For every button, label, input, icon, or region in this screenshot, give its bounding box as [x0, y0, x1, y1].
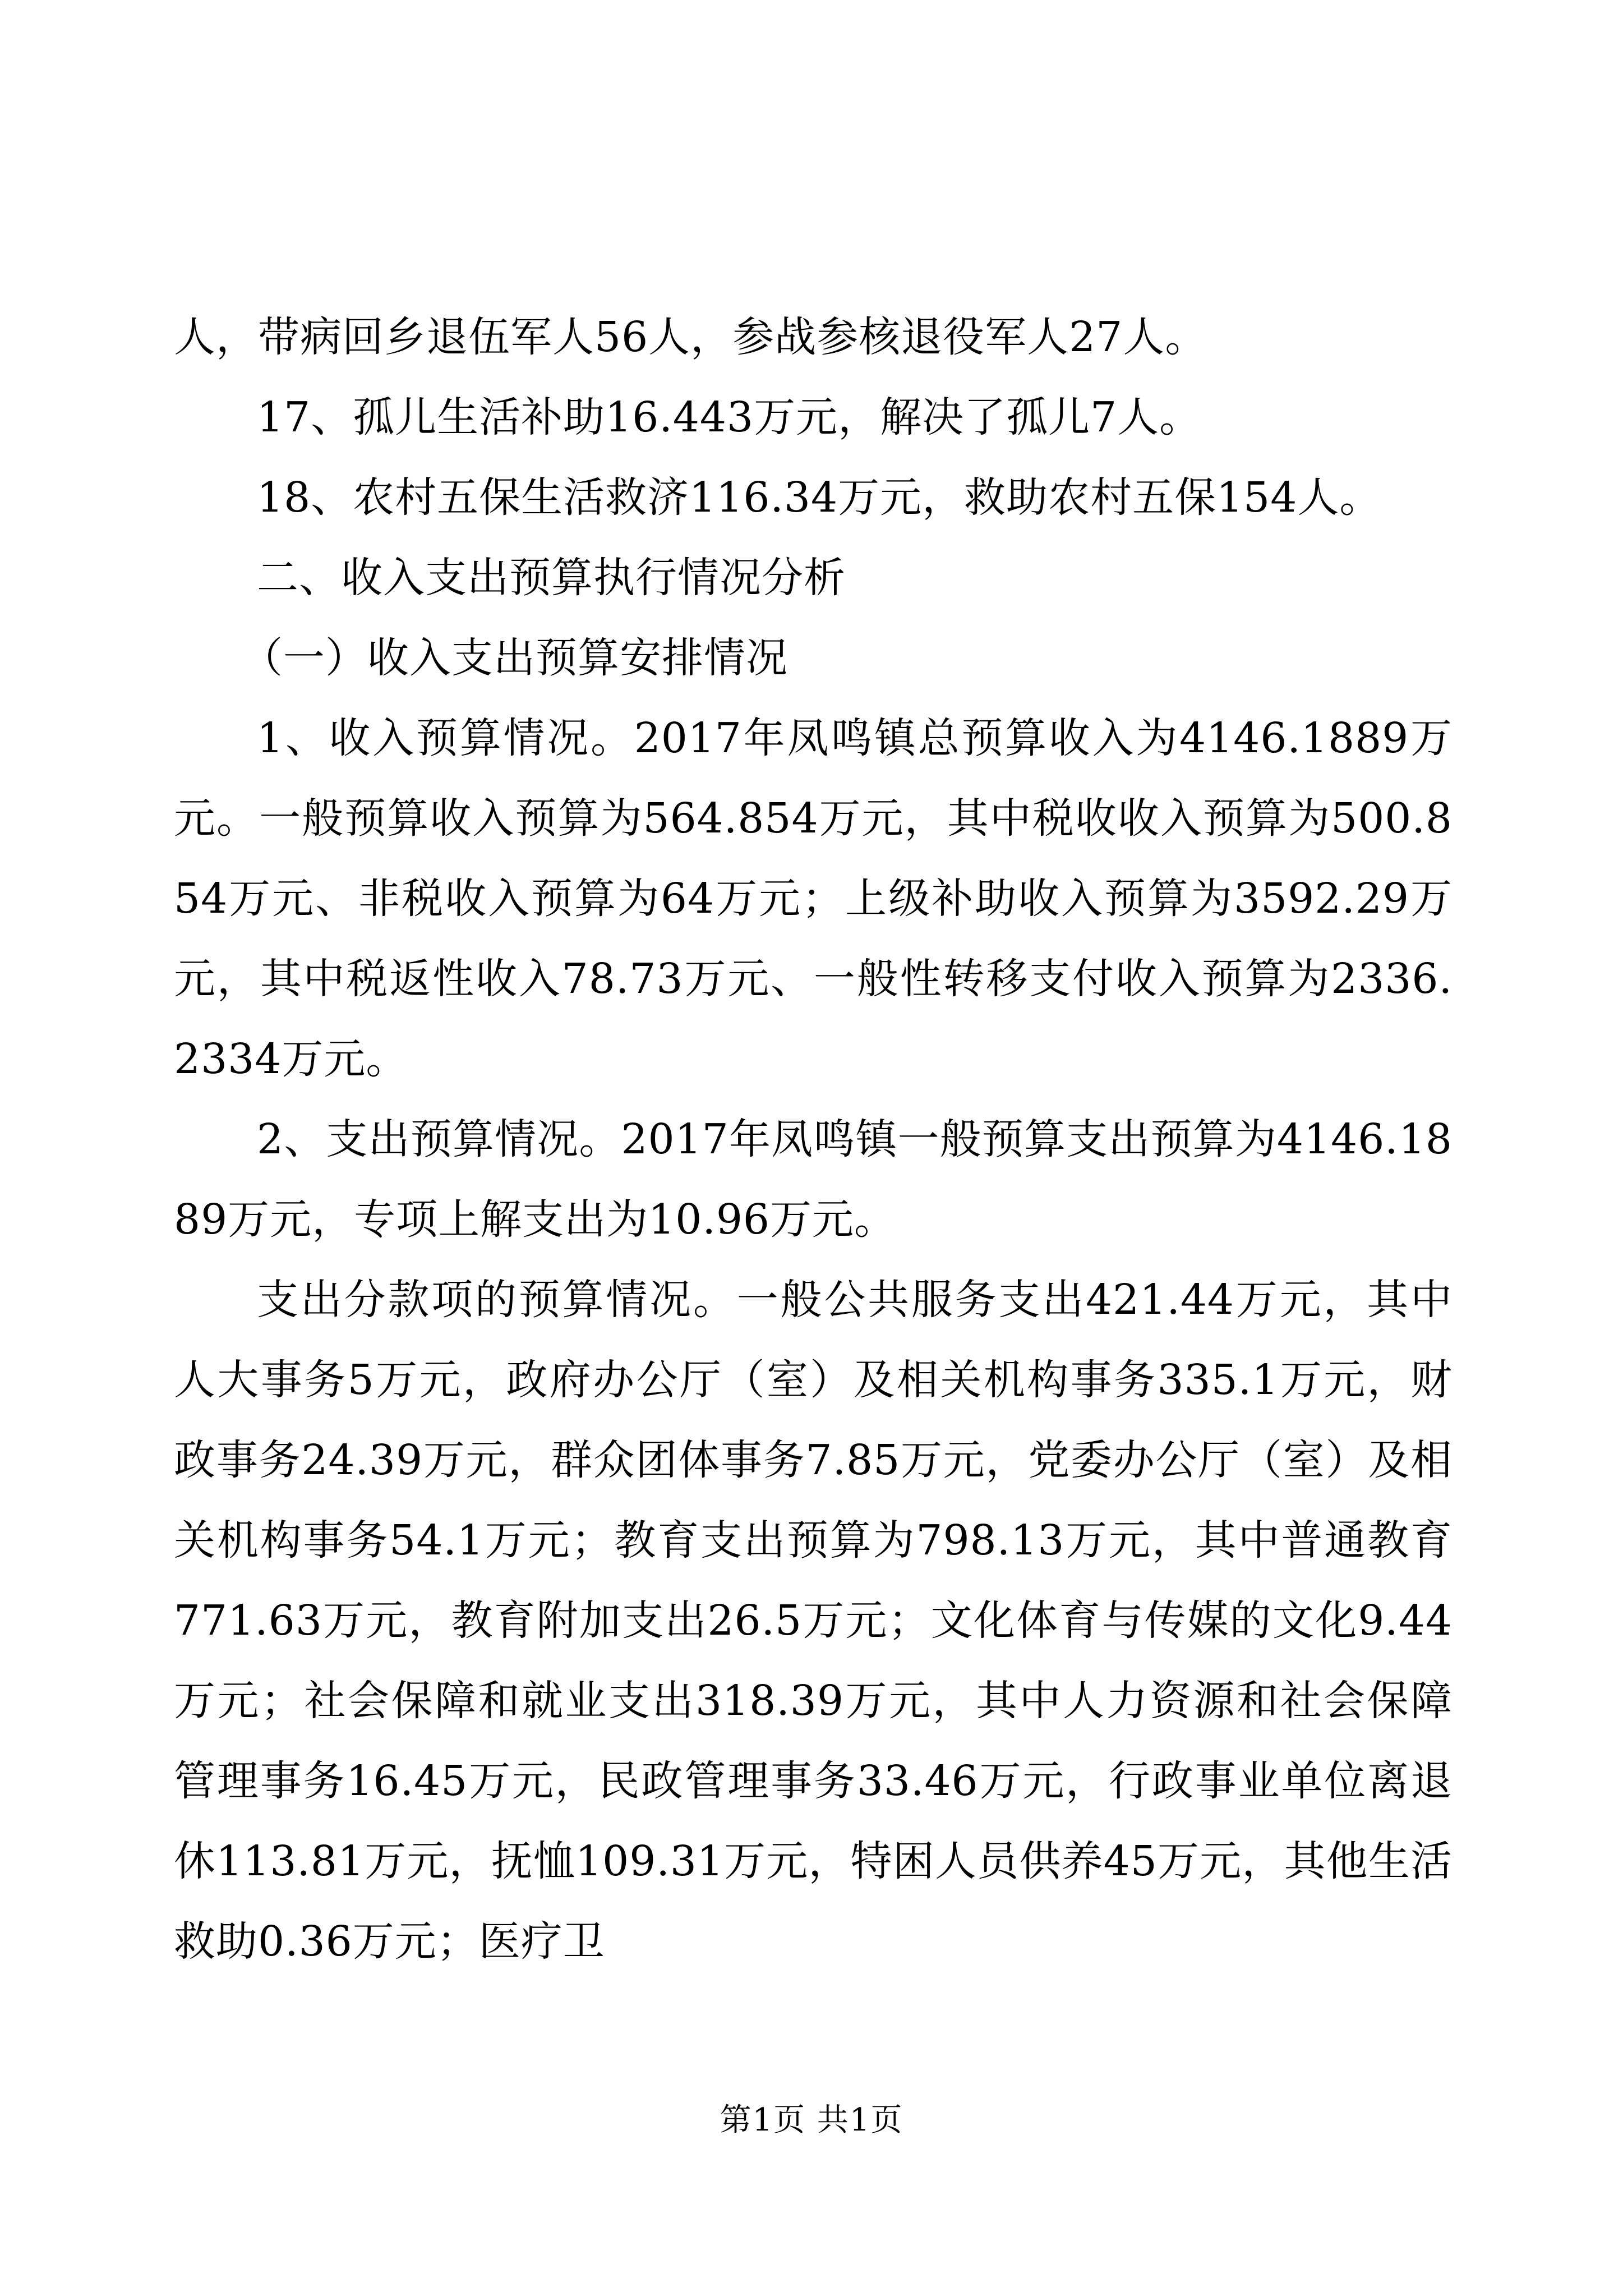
paragraph-expenditure-budget: 2、支出预算情况。2017年凤鸣镇一般预算支出预算为4146.1889万元，专项上解支出为10.96万元。 [174, 1115, 1453, 1244]
paragraph-income-budget: 1、收入预算情况。2017年凤鸣镇总预算收入为4146.1889万元。一般预算收入预算为564.854万元，其中税收收入预算为500.854万元、非税收入预算为64万元；上级补助收入预算为3592.29万元，其中税返性收入78.73万元、一般性转移支付收入预算为2336.2334万元。 [174, 714, 1453, 1083]
subsection-heading-budget-arrangement: （一）收入支出预算安排情况 [241, 634, 788, 682]
page-footer [0, 2098, 1623, 2143]
page-number-label: 第1页 共1页 [720, 2102, 903, 2138]
paragraph-item-18-rural-relief: 18、农村五保生活救济116.34万元，救助农村五保154人。 [257, 473, 1382, 522]
paragraph-veterans-summary: 人，带病回乡退伍军人56人，参战参核退役军人27人。 [174, 313, 1207, 361]
paragraph-expenditure-items: 支出分款项的预算情况。一般公共服务支出421.44万元，其中人大事务5万元，政府办公厅（室）及相关机构事务335.1万元，财政事务24.39万元，群众团体事务7.85万元，党委办公厅（室）及相关机构事务54.1万元；教育支出预算为798.13万元，其中普通教育771.63万元，教育附加支出26.5万元；文化体育与传媒的文化9.44万元；社会保障和就业支出318.39万元，其中人力资源和社会保障管理事务16.45万元，民政管理事务33.46万元，行政事业单位离退休113.81万元，抚恤109.31万元，特困人员供养45万元，其他生活救助0.36万元；医疗卫 [174, 1276, 1453, 1966]
document-body [174, 297, 1453, 1982]
section-heading-budget-analysis: 二、收入支出预算执行情况分析 [257, 554, 846, 602]
paragraph-item-17-orphan-subsidy: 17、孤儿生活补助16.443万元，解决了孤儿7人。 [257, 393, 1202, 441]
